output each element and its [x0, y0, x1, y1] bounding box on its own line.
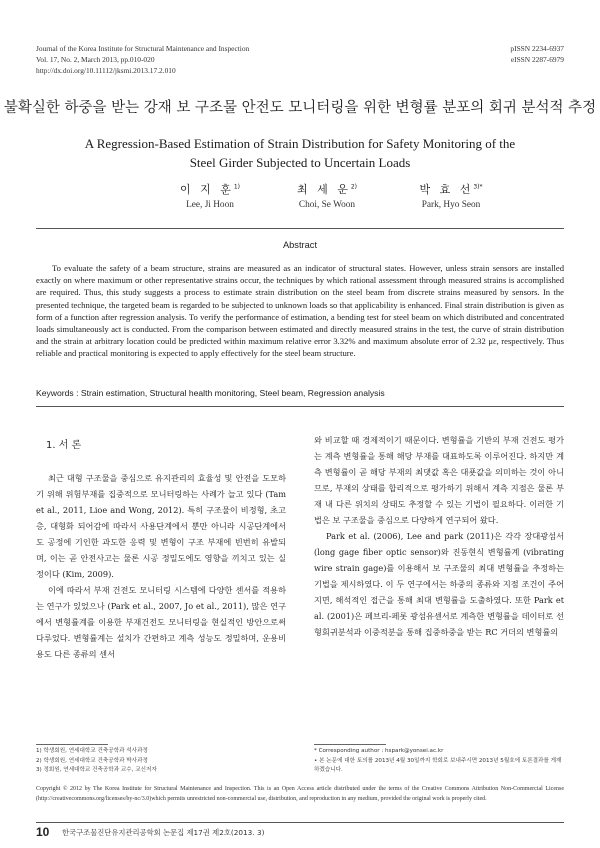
corresponding-author: * Corresponding author : hspark@yonsei.ac.kr [314, 748, 444, 754]
doi-link[interactable]: http://dx.doi.org/10.11112/jksmi.2013.17.2.010 [36, 66, 176, 75]
intro-paragraph-4: Park et al. (2006), Lee and park (2011)은 각각 장대광섬서 (long gage fiber optic sensor)와 진동현식 변형률계 (vibrating wire strain gage)를 이용해서 보 구조물의 최대 변형률을 추정하는 기법을 제시하였다. 이 두 연구에서는 하중의 종류와 지점 조건이 주어지면, 해석적인 접근을 통해 최대 변형률을 도출하였다. 또한 Park et al. (2001)은 페브리-페롯 광섬유센서로 계측한 변형률을 데이터로 선형회귀분석과 이중적분을 통해 집중하중을 받는 RC 거더의 변형률의 [314, 531, 564, 637]
author-1-affil: 1) [233, 183, 241, 191]
intro-paragraph-2: 이에 따라서 부재 건전도 모니터링 시스템에 다양한 센서를 적용하는 연구가 있었으나 (Park et al., 2007, Jo et al., 2011), 많은 연구에서 변형률계를 이용한 부재건전도 모니터링을 현실적인 방안으로써 다루었다. 변형률계는 설치가 간편하고 계측 성능도 정밀하며, 운용비용도 다른 종류의 센서 [36, 585, 286, 659]
footnote-2: 2) 학생회원, 연세대학교 건축공학과 박사과정 [36, 757, 148, 764]
footnote-rule-right [314, 744, 386, 745]
section-heading-introduction: 1. 서 론 [46, 440, 82, 451]
author-3-name-en: Park, Hyo Seon [421, 200, 481, 210]
title-english-line1: A Regression-Based Estimation of Strain Distribution for Safety Monitoring of the [84, 136, 516, 151]
volume-info: Vol. 17, No. 2, March 2013, pp.010-020 [36, 55, 155, 64]
title-english-line2: Steel Girder Subjected to Uncertain Loads [189, 155, 411, 170]
pissn: pISSN 2234-6937 [510, 44, 564, 53]
left-column [36, 470, 286, 662]
author-1-name-en: Lee, Ji Hoon [186, 200, 234, 210]
issn-block [510, 43, 564, 65]
author-3 [376, 181, 526, 210]
author-2-name-en: Choi, Se Woon [298, 200, 356, 210]
abstract-top-rule [36, 228, 564, 229]
eissn: eISSN 2287-6979 [510, 55, 564, 64]
author-1-name-ko: 이 지 훈 [179, 183, 234, 196]
footnote-1: 1) 학생회원, 연세대학교 건축공학과 석사과정 [36, 748, 148, 754]
author-3-affil: 3)* [473, 183, 483, 191]
footer-rule [36, 822, 564, 823]
intro-paragraph-1: 최근 대형 구조물을 중심으로 유지관리의 효율성 및 안전을 도모하기 위해 위험부재를 집중적으로 모니터링하는 사례가 늘고 있다 (Tam et al., 2011, Lioe and Wong, 2012). 특히 구조물이 비정형, 초고층, 대형화 되어감에 따라서 사용단계에서 뿐만 아니라 시공단계에서도 공정에 기인한 과도한 응력 및 변형이 구조 부재에 빈번히 유발되며, 이는 곧 안전사고는 물론 시공 정밀도에도 영향을 끼치고 있는 실정이다 (Kim, 2009). [36, 473, 286, 579]
copyright-notice: Copyright © 2012 by The Korea Institute for Structural Maintenance and Inspection. This is an Open Access article distributed under the terms of the Creative Commons Attribution Non-Commercial License (http://creativecommons.org/licenses/by-nc/3.0)which permits unrestricted non-commercial use, distribution, and reproduction in any medium, provided the original work is properly cited. [36, 786, 564, 802]
footnotes-right [314, 747, 564, 776]
title-english [0, 134, 600, 172]
right-column [314, 432, 564, 640]
abstract-text: To evaluate the safety of a beam structure, strains are measured as an indicator of structural states. However, unless strain sensors are installed exactly on where maximum or other representative strains occur, the techniques by which rational assessment through measured strains is accomplished are required. Thus, this study suggests a process to estimate strain distribution on the steel beam from discrete strains measured by sensors. In the presented technique, the targeted beam is regarded to be subjected to unknown loads so that applicability is enhanced. Final strain distribution is given as form of a function after regression analysis. To verify the performance of estimation, a bending test for steel beam on which distributed and concentrated loads simultaneously act is conducted. From the comparison between estimated and directly measured strains in the test, the curve of strain distribution and the strain at arbitrary location could be predicted within maximum relative error 3.32% and maximum absolute error of 2.32 με, respectively. Thus reliable and practical monitoring is expected to apply effectively for the steel beam structure. [36, 263, 564, 359]
footer-journal-name: 한국구조물진단유지관리공학회 논문집 제17권 제2호(2013. 3) [62, 828, 265, 837]
page-number: 10 [36, 825, 50, 839]
intro-paragraph-3: 와 비교할 때 경제적이기 때문이다. 변형률을 기반의 부재 건전도 평가는 계측 변형률을 통해 해당 부재를 대표하도록 이루어진다. 하지만 계측 변형률이 곧 해당 부재의 최댓값 혹은 대푯값을 의미하는 것이 아니므로, 부재의 상태를 합리적으로 평가하기 위해서 계측 지점은 물론 부재 내 다른 위치의 상태도 추정할 수 있는 기법이 필요하다. 이러한 기법은 보 구조물을 중심으로 다양하게 연구되어 왔다. [314, 435, 564, 525]
author-2-name-ko: 최 세 운 [296, 183, 351, 196]
discussion-note: • 본 논문에 대한 토의를 2013년 4월 30일까지 학회로 보내주시면 2013년 5월호에 토론결과를 게재하겠습니다. [314, 757, 562, 774]
abstract-bottom-rule [36, 406, 564, 407]
journal-name: Journal of the Korea Institute for Structural Maintenance and Inspection [36, 44, 250, 53]
author-3-name-ko: 박 효 선 [419, 183, 474, 196]
journal-header [36, 43, 249, 76]
footnote-3: 3) 정회원, 연세대학교 건축공학과 교수, 교신저자 [36, 767, 157, 774]
footnotes-left [36, 747, 157, 776]
abstract-heading: Abstract [282, 240, 318, 250]
author-2-affil: 2) [350, 183, 358, 191]
footnote-rule-left [36, 744, 108, 745]
title-korean: 불확실한 하중을 받는 강재 보 구조물 안전도 모니터링을 위한 변형률 분포의 회귀 분석적 추정 [3, 100, 597, 116]
keywords: Keywords : Strain estimation, Structural health monitoring, Steel beam, Regression analysis [36, 388, 385, 398]
